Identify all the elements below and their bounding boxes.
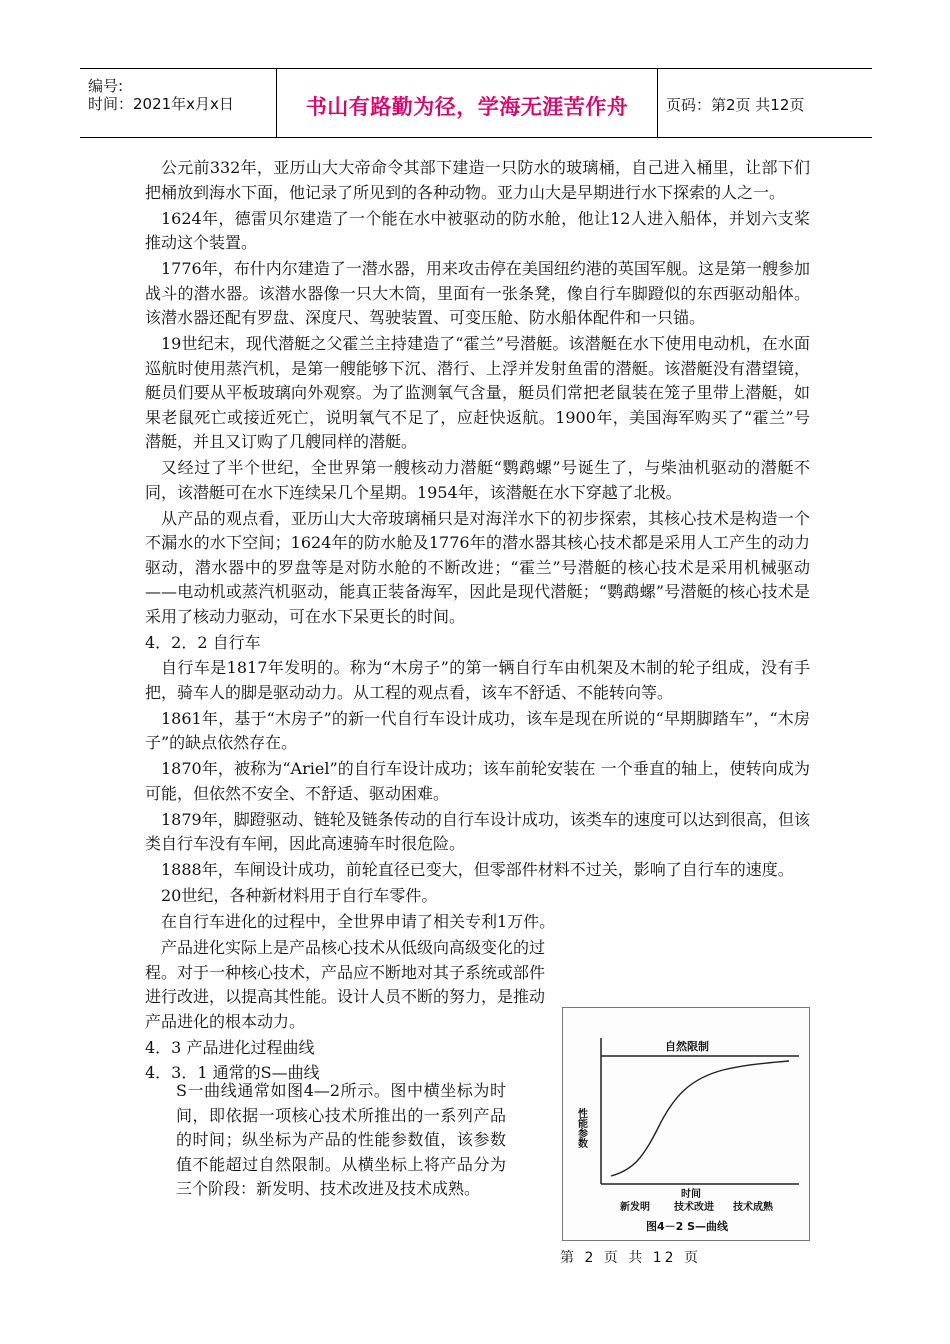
paragraph: 1879年，脚蹬驱动、链轮及链条传动的自行车设计成功，该类车的速度可以达到很高，但该类自行车没有车闸，因此高速骑车时很危险。 — [145, 809, 810, 853]
s-curve-svg — [563, 1008, 809, 1240]
paragraph: 从产品的观点看，亚历山大大帝玻璃桶只是对海洋水下的初步探索，其核心技术是构造一个不漏水的水下空间；1624年的防水舱及1776年的潜水器其核心技术都是采用人工产生的动力驱动，潜水器中的罗盘等是对防水舱的不断改进；“霍兰”号潜艇的核心技术是采用机械驱动——电动机或蒸汽机驱动，能真正装备海军，因此是现代潜艇；“鹦鹉螺”号潜艇的核心技术是采用了核动力驱动，可在水下呆更长的时间。 — [145, 508, 810, 626]
page-footer: 第 2 页 共 12 页 — [560, 1250, 701, 1266]
subsection-heading: 4．3．1 通常的S—曲线 — [145, 1063, 320, 1082]
page-header — [80, 68, 872, 138]
header-page-info: 页码：第2页 共12页 — [666, 96, 805, 114]
paragraph: 1888年，车闸设计成功，前轮直径已变大，但零部件材料不过关，影响了自行车的速度。 — [161, 860, 794, 879]
paragraph: 1776年，布什内尔建造了一潜水器，用来攻击停在美国纽约港的英国军舰。这是第一艘参加战斗的潜水器。该潜水器像一只大木筒，里面有一张条凳，像自行车脚蹬似的东西驱动船体。该潜水器还配有罗盘、深度尺、驾驶装置、可变压舱、防水船体配件和一只锚。 — [145, 259, 810, 327]
x-axis-label: 时间 — [681, 1189, 701, 1200]
header-motto: 书山有路勤为径，学海无涯苦作舟 — [305, 95, 629, 119]
paragraph: 1870年，被称为“Ariel”的自行车设计成功；该车前轮安装在 一个垂直的轴上，使转向成为可能，但依然不安全、不舒适、驱动困难。 — [145, 759, 810, 803]
limit-label: 自然限制 — [665, 1040, 709, 1053]
header-motto-cell — [277, 69, 658, 137]
paragraph: 20世纪，各种新材料用于自行车零件。 — [161, 886, 438, 905]
paragraph: 1624年，德雷贝尔建造了一个能在水中被驱动的防水舱，他让12人进入船体，并划六支桨推动这个装置。 — [145, 208, 810, 252]
serial-label: 编号: — [88, 77, 124, 95]
stage-label-invention: 新发明 — [620, 1202, 650, 1213]
stage-label-maturity: 技术成熟 — [733, 1202, 773, 1213]
s-curve-line — [611, 1061, 789, 1176]
paragraph: 自行车是1817年发明的。称为“木房子”的第一辆自行车由机架及木制的轮子组成，没有手把，骑车人的脚是驱动动力。从工程的观点看，该车不舒适、不能转向等。 — [145, 658, 810, 702]
header-meta — [80, 69, 277, 137]
paragraph: 产品进化实际上是产品核心技术从低级向高级变化的过程。对于一种核心技术，产品应不断地对其子系统或部件进行改进，以提高其性能。设计人员不断的努力，是推动产品进化的根本动力。 — [145, 938, 546, 1031]
section-heading: 4．2．2 自行车 — [145, 632, 261, 652]
y-axis-label: 性能参数 — [575, 1108, 587, 1148]
document-body — [145, 156, 810, 1087]
paragraph: 1861年，基于“木房子”的新一代自行车设计成功，该车是现在所说的“早期脚踏车”，“木房子”的缺点依然存在。 — [145, 708, 810, 752]
stage-label-improvement: 技术改进 — [674, 1202, 714, 1213]
header-page-cell — [658, 69, 872, 137]
paragraph: 公元前332年，亚历山大大帝命令其部下建造一只防水的玻璃桶，自己进入桶里，让部下们把桶放到海水下面，他记录了所见到的各种动物。亚力山大是早期进行水下探索的人之一。 — [145, 158, 810, 202]
paragraph: 又经过了半个世纪，全世界第一艘核动力潜艇“鹦鹉螺”号诞生了，与柴油机驱动的潜艇不同，该潜艇可在水下连续呆几个星期。1954年，该潜艇在水下穿越了北极。 — [145, 458, 810, 502]
s-curve-description — [176, 1079, 506, 1202]
time-label: 时间：2021年x月x日 — [88, 95, 234, 113]
section-heading: 4．3 产品进化过程曲线 — [145, 1037, 315, 1057]
paragraph: 19世纪末，现代潜艇之父霍兰主持建造了“霍兰”号潜艇。该潜艇在水下使用电动机，在水面巡航时使用蒸汽机，是第一艘能够下沉、潜行、上浮并发射鱼雷的潜艇。该潜艇没有潜望镜，艇员们要从平板玻璃向外观察。为了监测氧气含量，艇员们常把老鼠装在笼子里带上潜艇，如果老鼠死亡或接近死亡，说明氧气不足了，应赶快返航。1900年，美国海军购买了“霍兰”号潜艇，并且又订购了几艘同样的潜艇。 — [145, 334, 810, 451]
figure-caption: 图4－2 S—曲线 — [645, 1220, 729, 1233]
s-curve-figure — [562, 1007, 810, 1241]
paragraph: 在自行车进化的过程中，全世界申请了相关专利1万件。 — [161, 912, 556, 931]
paragraph: S一曲线通常如图4—2所示。图中横坐标为时间，即依据一项核心技术所推出的一系列产品的时间；纵坐标为产品的性能参数值，该参数值不能超过自然限制。从横坐标上将产品分为三个阶段：新发明、技术改进及技术成熟。 — [176, 1081, 506, 1198]
